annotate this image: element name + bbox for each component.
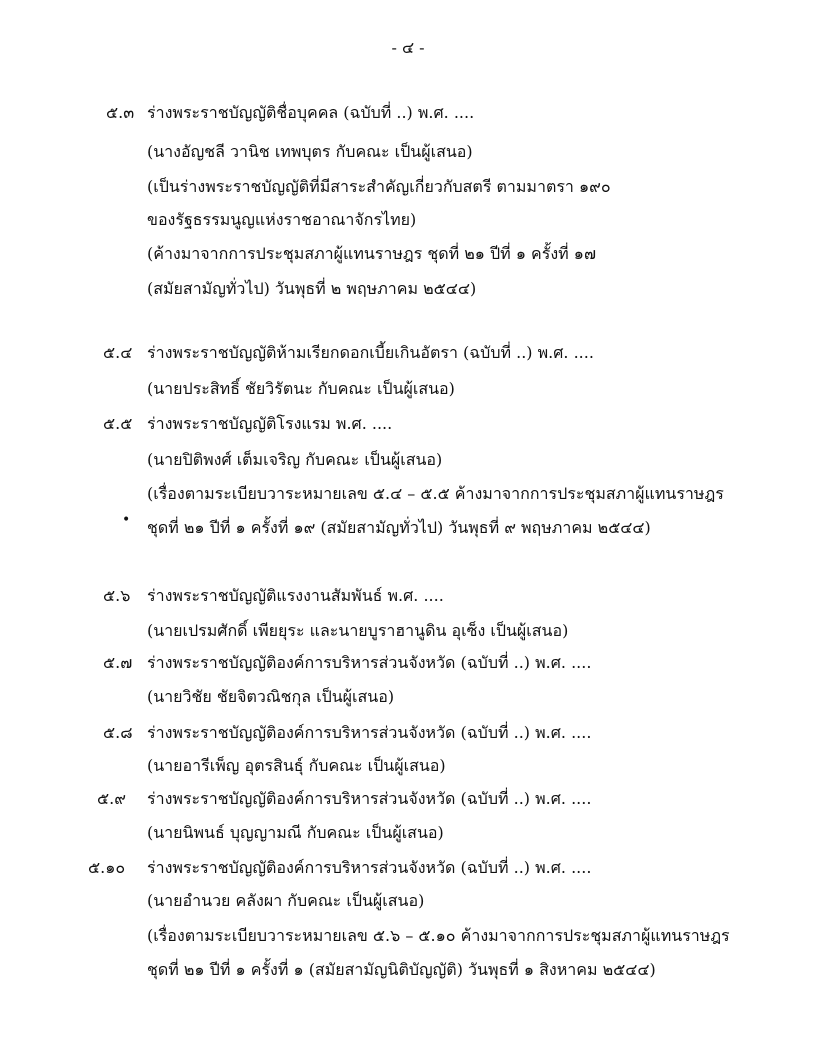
margin-mark: • — [122, 512, 131, 528]
item-line: ชุดที่ ๒๑ ปีที่ ๑ ครั้งที่ ๑๙ (สมัยสามัญทั่วไป) วันพุธที่ ๙ พฤษภาคม ๒๕๔๔) — [147, 518, 651, 537]
page-number: - ๔ - — [391, 38, 425, 57]
item-number: ๕.๕ — [103, 414, 133, 433]
item-line: ชุดที่ ๒๑ ปีที่ ๑ ครั้งที่ ๑ (สมัยสามัญนิติบัญญัติ) วันพุธที่ ๑ สิงหาคม ๒๕๔๔) — [147, 960, 656, 979]
item-title: ร่างพระราชบัญญัติห้ามเรียกดอกเบี้ยเกินอัตรา (ฉบับที่ ..) พ.ศ. .... — [147, 343, 594, 362]
item-line: (นายอำนวย คลังผา กับคณะ เป็นผู้เสนอ) — [147, 891, 425, 910]
item-number: ๕.๔ — [103, 343, 133, 362]
item-line: (นายเปรมศักดิ์ เพียยุระ และนายบูราฮานูดิน อุเซ็ง เป็นผู้เสนอ) — [147, 621, 569, 640]
item-line: (สมัยสามัญทั่วไป) วันพุธที่ ๒ พฤษภาคม ๒๕๔๔) — [147, 279, 477, 298]
item-title: ร่างพระราชบัญญัติชื่อบุคคล (ฉบับที่ ..) พ.ศ. .... — [147, 103, 475, 122]
item-line: (นายปิติพงศ์ เต็มเจริญ กับคณะ เป็นผู้เสนอ) — [147, 450, 443, 469]
item-title: ร่างพระราชบัญญัติแรงงานสัมพันธ์ พ.ศ. .... — [147, 586, 444, 605]
item-line: (นายอารีเพ็ญ อุตรสินธุ์ กับคณะ เป็นผู้เสนอ) — [147, 756, 446, 775]
item-line: (เป็นร่างพระราชบัญญัติที่มีสาระสำคัญเกี่ยวกับสตรี ตามมาตรา ๑๙๐ — [147, 177, 611, 196]
item-line: (เรื่องตามระเบียบวาระหมายเลข ๕.๔ – ๕.๕ ค้างมาจากการประชุมสภาผู้แทนราษฎร — [147, 484, 724, 503]
item-number: ๕.๓ — [106, 103, 135, 122]
item-title: ร่างพระราชบัญญัติองค์การบริหารส่วนจังหวัด (ฉบับที่ ..) พ.ศ. .... — [147, 858, 592, 877]
item-title: ร่างพระราชบัญญัติองค์การบริหารส่วนจังหวัด (ฉบับที่ ..) พ.ศ. .... — [147, 653, 592, 672]
item-number: ๕.๙ — [97, 789, 126, 808]
item-number: ๕.๗ — [103, 653, 133, 672]
item-line: (นายนิพนธ์ บุญญามณี กับคณะ เป็นผู้เสนอ) — [147, 823, 444, 842]
item-number: ๕.๑๐ — [88, 858, 126, 877]
item-number: ๕.๘ — [103, 723, 133, 742]
item-line: (ค้างมาจากการประชุมสภาผู้แทนราษฎร ชุดที่ ๒๑ ปีที่ ๑ ครั้งที่ ๑๗ — [147, 244, 596, 263]
item-number: ๕.๖ — [103, 586, 131, 605]
item-line: (นางอัญชลี วานิช เทพบุตร กับคณะ เป็นผู้เสนอ) — [147, 142, 473, 161]
item-title: ร่างพระราชบัญญัติองค์การบริหารส่วนจังหวัด (ฉบับที่ ..) พ.ศ. .... — [147, 789, 592, 808]
item-line: (เรื่องตามระเบียบวาระหมายเลข ๕.๖ – ๕.๑๐ ค้างมาจากการประชุมสภาผู้แทนราษฎร — [147, 926, 730, 945]
item-title: ร่างพระราชบัญญัติโรงแรม พ.ศ. .... — [147, 414, 393, 433]
item-line: ของรัฐธรรมนูญแห่งราชอาณาจักรไทย) — [147, 210, 417, 229]
item-line: (นายประสิทธิ์ ชัยวิรัตนะ กับคณะ เป็นผู้เสนอ) — [147, 379, 455, 398]
item-line: (นายวิชัย ชัยจิตวณิชกุล เป็นผู้เสนอ) — [147, 687, 395, 706]
item-title: ร่างพระราชบัญญัติองค์การบริหารส่วนจังหวัด (ฉบับที่ ..) พ.ศ. .... — [147, 723, 592, 742]
